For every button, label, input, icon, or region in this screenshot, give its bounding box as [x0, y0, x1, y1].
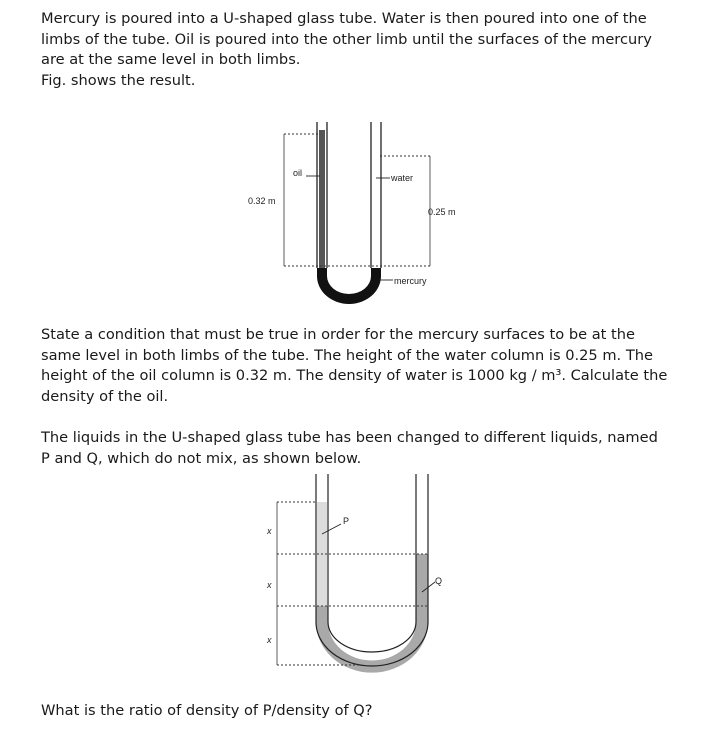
question-2-paragraph	[41, 428, 681, 469]
figure-2-u-tube	[255, 472, 465, 677]
water-label: water	[391, 173, 414, 183]
label-q: Q	[435, 576, 443, 586]
intro-line: are at the same level in both limbs.	[41, 51, 301, 68]
question-1-paragraph	[41, 325, 681, 407]
question-line: State a condition that must be true in order for the mercury surfaces to be at the	[41, 326, 635, 343]
question-line: density of the oil.	[41, 387, 169, 405]
label-p: P	[343, 516, 350, 526]
liquid-q-fill	[316, 554, 428, 673]
question-line: same level in both limbs of the tube. The height of the water column is 0.25 m. The	[41, 346, 653, 364]
left-height-label: 0.32 m	[248, 196, 276, 206]
mercury-fill	[317, 268, 381, 304]
intro-line: Fig. shows the result.	[41, 71, 196, 89]
label-x: x	[267, 580, 272, 590]
label-x: x	[267, 526, 272, 536]
intro-paragraph	[41, 9, 681, 91]
mercury-label: mercury	[394, 276, 427, 286]
question-3: What is the ratio of density of P/density of Q?	[41, 702, 373, 719]
question-line: The liquids in the U-shaped glass tube has been changed to different liquids, named	[41, 429, 658, 446]
right-height-label: 0.25 m	[428, 207, 456, 217]
figure-1-u-tube	[240, 118, 470, 318]
intro-line: Mercury is poured into a U-shaped glass tube. Water is then poured into one of the	[41, 10, 647, 27]
oil-column	[319, 130, 325, 268]
label-x: x	[267, 635, 272, 645]
oil-label: oil	[293, 168, 303, 178]
intro-line: limbs of the tube. Oil is poured into the other limb until the surfaces of the mercury	[41, 30, 652, 48]
question-line: height of the oil column is 0.32 m. The density of water is 1000 kg / m³. Calculate the	[41, 367, 668, 384]
question-line: P and Q, which do not mix, as shown below.	[41, 449, 362, 467]
